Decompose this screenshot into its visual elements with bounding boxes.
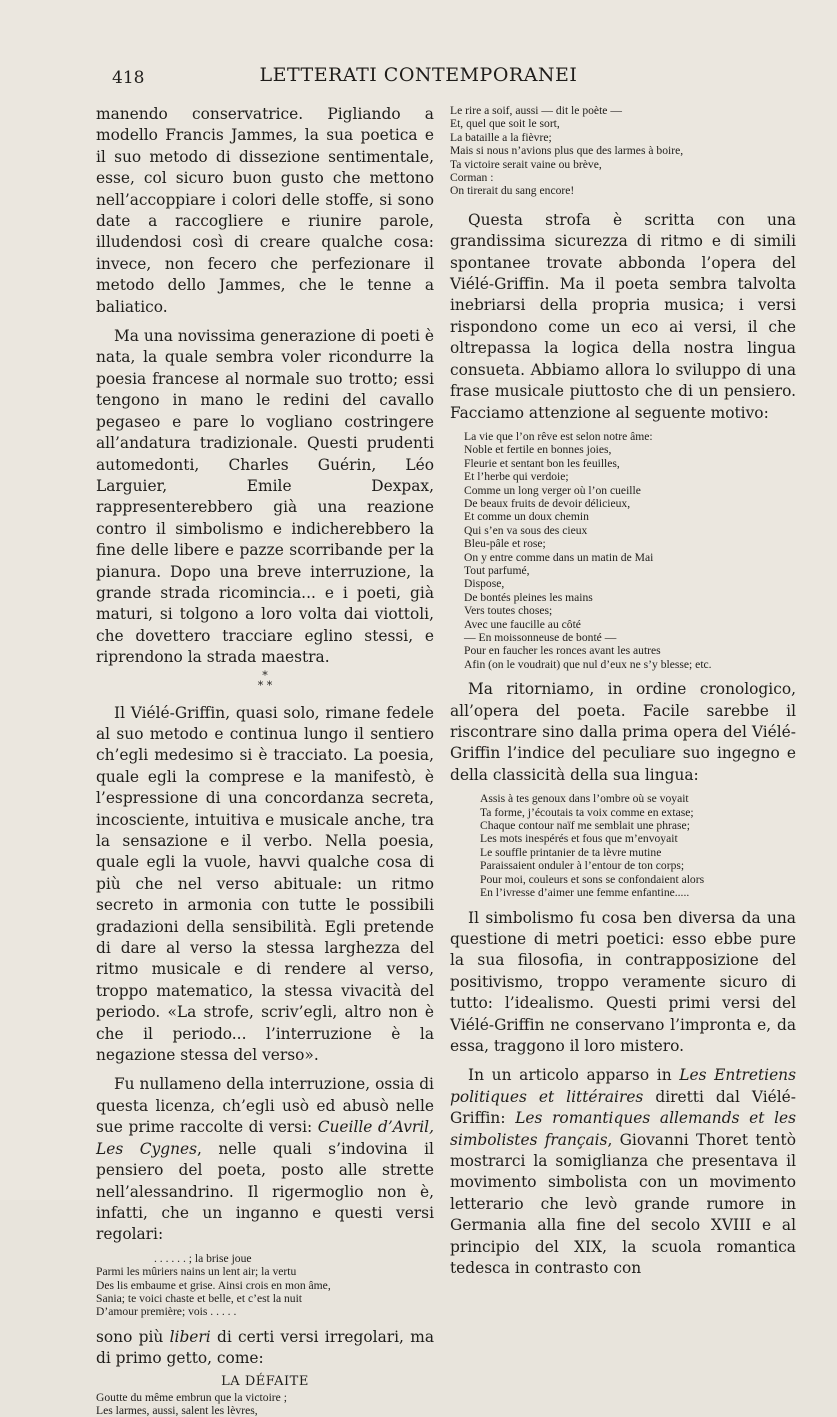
verse-line: La bataille a la fièvre; — [450, 130, 552, 144]
paragraph: Ma una novissima generazione di poeti è nata, la quale sembra voler ricondurre la poesia francese al normale suo trotto; essi tengono in mano le redini del cavallo pegaseo e pare lo vogliano costringere all’andatura tradizionale. Questi prudenti automedonti, Charles Guérin, Léo Larguier, Emile Dexpax, rappresenterebbero già una reazione contro il simbolismo e indicherebbero la fine delle libere e pazze scorribande per la pianura. Dopo una breve interruzione, la grande strada ricomincia... e i poeti, già maturi, si tolgono a loro volta dai viottoli, che dovettero tracciare eglino stessi, e riprendono la strada maestra. — [96, 327, 434, 667]
verse-line: Noble et fertile en bonnes joies, — [464, 443, 612, 457]
dinkus-bottom: * * — [257, 678, 273, 692]
verse-line: — En moissonneuse de bonté — — [464, 631, 617, 644]
paragraph: manendo conservatrice. Pigliando a modello Francis Jammes, la sua poetica e il suo metodo di dissezione sentimentale, esse, col sicuro buon gusto che mettono nell’accoppiare i colori delle stoffe, si sono date a raccogliere e riunire parole, illudendosi così di creare qualche cosa: invece, non fecero che perfezionare il metodo dello Jammes, che le tenne a baliatico. — [96, 105, 434, 316]
verse-line: Comme un long verger où l’on cueille — [464, 483, 641, 497]
verse-line: Goutte du même embrun que la victoire ; — [96, 1390, 287, 1404]
verse-line: Et l’herbe qui verdoie; — [464, 470, 569, 484]
running-title: LETTERATI CONTEMPORANEI — [259, 64, 578, 86]
verse-line: Ta victoire serait vaine ou brève, — [450, 157, 602, 171]
italic-title: Les romantiques allemands et les simbolistes français — [450, 1109, 796, 1149]
verse-line: Les mots inespérés et fous que m’envoyait — [480, 832, 678, 846]
italic-title: Les Entretiens politiques et littéraires — [450, 1066, 796, 1106]
verse-line: Fleurie et sentant bon les feuilles, — [464, 456, 620, 470]
italic-word: liberi — [169, 1327, 211, 1346]
text-run: , Giovanni Thoret tentò mostrarci la somiglianza che presentava il movimento simbolista con un movimento letterario che levò grande rumore in Germania alla fine del secolo XVIII e al principio del XIX, la scuola romantica tedesca in contrasto con — [450, 1130, 796, 1277]
verse-line: Corman : — [450, 171, 494, 185]
verse-line: Paraissaient onduler à l’entour de ton corps; — [480, 859, 685, 873]
verse-line: Bleu-pâle et rose; — [464, 537, 546, 551]
verse-line: La vie que l’on rêve est selon notre âme: — [464, 429, 653, 443]
text-run: , nelle quali s’indovina il pensiero del poeta, posto alle strette nell’alessandrino. Il rigermoglio non è, infatti, che un inganno e questi versi regolari: — [96, 1139, 434, 1244]
verse-line: D’amour première; vois . . . . . — [96, 1305, 237, 1319]
verse-quote — [464, 430, 796, 671]
poem-title: LA DÉFAITE — [221, 1373, 309, 1389]
italic-title: Cueille d’Avril, Les Cygnes — [96, 1118, 434, 1158]
verse-line: Et, quel que soit le sort, — [450, 117, 560, 131]
right-column — [450, 104, 796, 1279]
left-column — [96, 104, 434, 1417]
paragraph — [96, 1327, 434, 1370]
paragraph: Il simbolismo fu cosa ben diversa da una questione di metri poetici: esso ebbe pure la sua filosofia, in contrapposizione del positivismo, troppo veramente sicuro di tutto: l’idealismo. Questi primi versi del Viélé-Griffin ne conservano l’impronta e, da essa, traggono il loro mistero. — [450, 908, 796, 1055]
paragraph: Il Viélé-Griffin, quasi solo, rimane fedele al suo metodo e continua lungo il sentiero ch’egli medesimo si è tracciato. La poesia, quale egli la comprese e la manifestò, è l’espressione di una concordanza secreta, incosciente, intuitiva e musicale anche, tra la sensazione e il verbo. Nella poesia, quale egli la vuole, havvi qualche cosa di più che nel verso abituale: un ritmo secreto in armonia con tutte le possibili gradazioni della sensibilità. Egli pretende di dare al verso la stessa larghezza del ritmo musicale e di rendere al verso, troppo matematico, la stessa vivacità del periodo. «La strofe, scriv’egli, altro non è che il periodo... l’interruzione è la negazione stessa del verso». — [96, 703, 434, 1065]
verse-line: Mais si nous n’avions plus que des larmes à boire, — [450, 144, 684, 158]
verse-line: On y entre comme dans un matin de Mai — [464, 550, 654, 564]
verse-quote — [480, 792, 796, 899]
paragraph — [450, 1065, 796, 1279]
verse-line: En l’ivresse d’aimer une femme enfantine..... — [480, 886, 690, 900]
verse-line: Vers toutes choses; — [464, 604, 553, 618]
verse-line: Afin (on le voudrait) que nul d’eux ne s’y blesse; etc. — [464, 657, 712, 671]
verse-quote — [450, 104, 796, 198]
paragraph — [96, 1074, 434, 1245]
verse-line: De bontés pleines les mains — [464, 590, 593, 604]
verse-line: Le rire a soif, aussi — dit le poète — — [450, 104, 622, 117]
running-header — [0, 60, 837, 90]
verse-line: Les larmes, aussi, salent les lèvres, — [96, 1403, 258, 1417]
verse-line: Et comme un doux chemin — [464, 510, 589, 524]
verse-line: Assis à tes genoux dans l’ombre où se voyait — [480, 792, 689, 806]
text-run: sono più — [96, 1327, 170, 1346]
verse-line: Parmi les mûriers nains un lent air; la vertu — [96, 1265, 297, 1279]
verse-line: Avec une faucille au côté — [464, 617, 581, 631]
verse-line: Dispose, — [464, 577, 505, 591]
verse-line: . . . . . . ; la brise joue — [96, 1251, 252, 1265]
verse-line: Qui s’en va sous des cieux — [464, 523, 588, 537]
page-number: 418 — [112, 68, 145, 88]
verse-line: De beaux fruits de devoir délicieux, — [464, 496, 631, 510]
verse-line: Tout parfumé, — [464, 563, 530, 577]
verse-line: Sania; te voici chaste et belle, et c’est la nuit — [96, 1291, 303, 1305]
verse-line: Chaque contour naïf me semblait une phrase; — [480, 819, 690, 833]
verse-line: Ta forme, j’écoutais ta voix comme en extase; — [480, 805, 694, 819]
dinkus-top: * — [262, 668, 268, 682]
text-run: In un articolo apparso in — [468, 1066, 680, 1085]
text-run: di certi versi irregolari, ma di primo getto, come: — [96, 1327, 434, 1368]
verse-quote — [96, 1252, 434, 1319]
verse-line: Le souffle printanier de ta lèvre mutine — [480, 845, 662, 859]
verse-line: Pour moi, couleurs et sons se confondaient alors — [480, 872, 705, 886]
section-dinkus — [96, 668, 434, 692]
paragraph: Questa strofa è scritta con una grandissima sicurezza di ritmo e di simili spontanee trovate abbonda l’opera del Viélé-Griffin. Ma il poeta sembra talvolta inebriarsi della propria musica; i versi rispondono come un eco ai versi, il che oltrepassa la logica della nostra lingua consueta. Abbiamo allora lo sviluppo di una frase musicale piuttosto che di un pensiero. Facciamo attenzione al seguente motivo: — [450, 210, 796, 422]
text-run: diretti dal Viélé-Griffin: — [450, 1087, 796, 1128]
verse-line: Pour en faucher les ronces avant les autres — [464, 644, 661, 658]
verse-line: Des lis embaume et grise. Ainsi crois en mon âme, — [96, 1278, 331, 1292]
verse-line: On tirerait du sang encore! — [450, 184, 575, 198]
paragraph: Ma ritorniamo, in ordine cronologico, all’opera del poeta. Facile sarebbe il riscontrare sino dalla prima opera del Viélé-Griffin l’indice del peculiare suo ingegno e della classicità della sua lingua: — [450, 680, 796, 784]
text-run: Fu nullameno della interruzione, ossia di questa licenza, ch’egli usò ed abusò nelle sue prime raccolte di versi: — [96, 1075, 434, 1137]
verse-quote — [96, 1391, 434, 1417]
